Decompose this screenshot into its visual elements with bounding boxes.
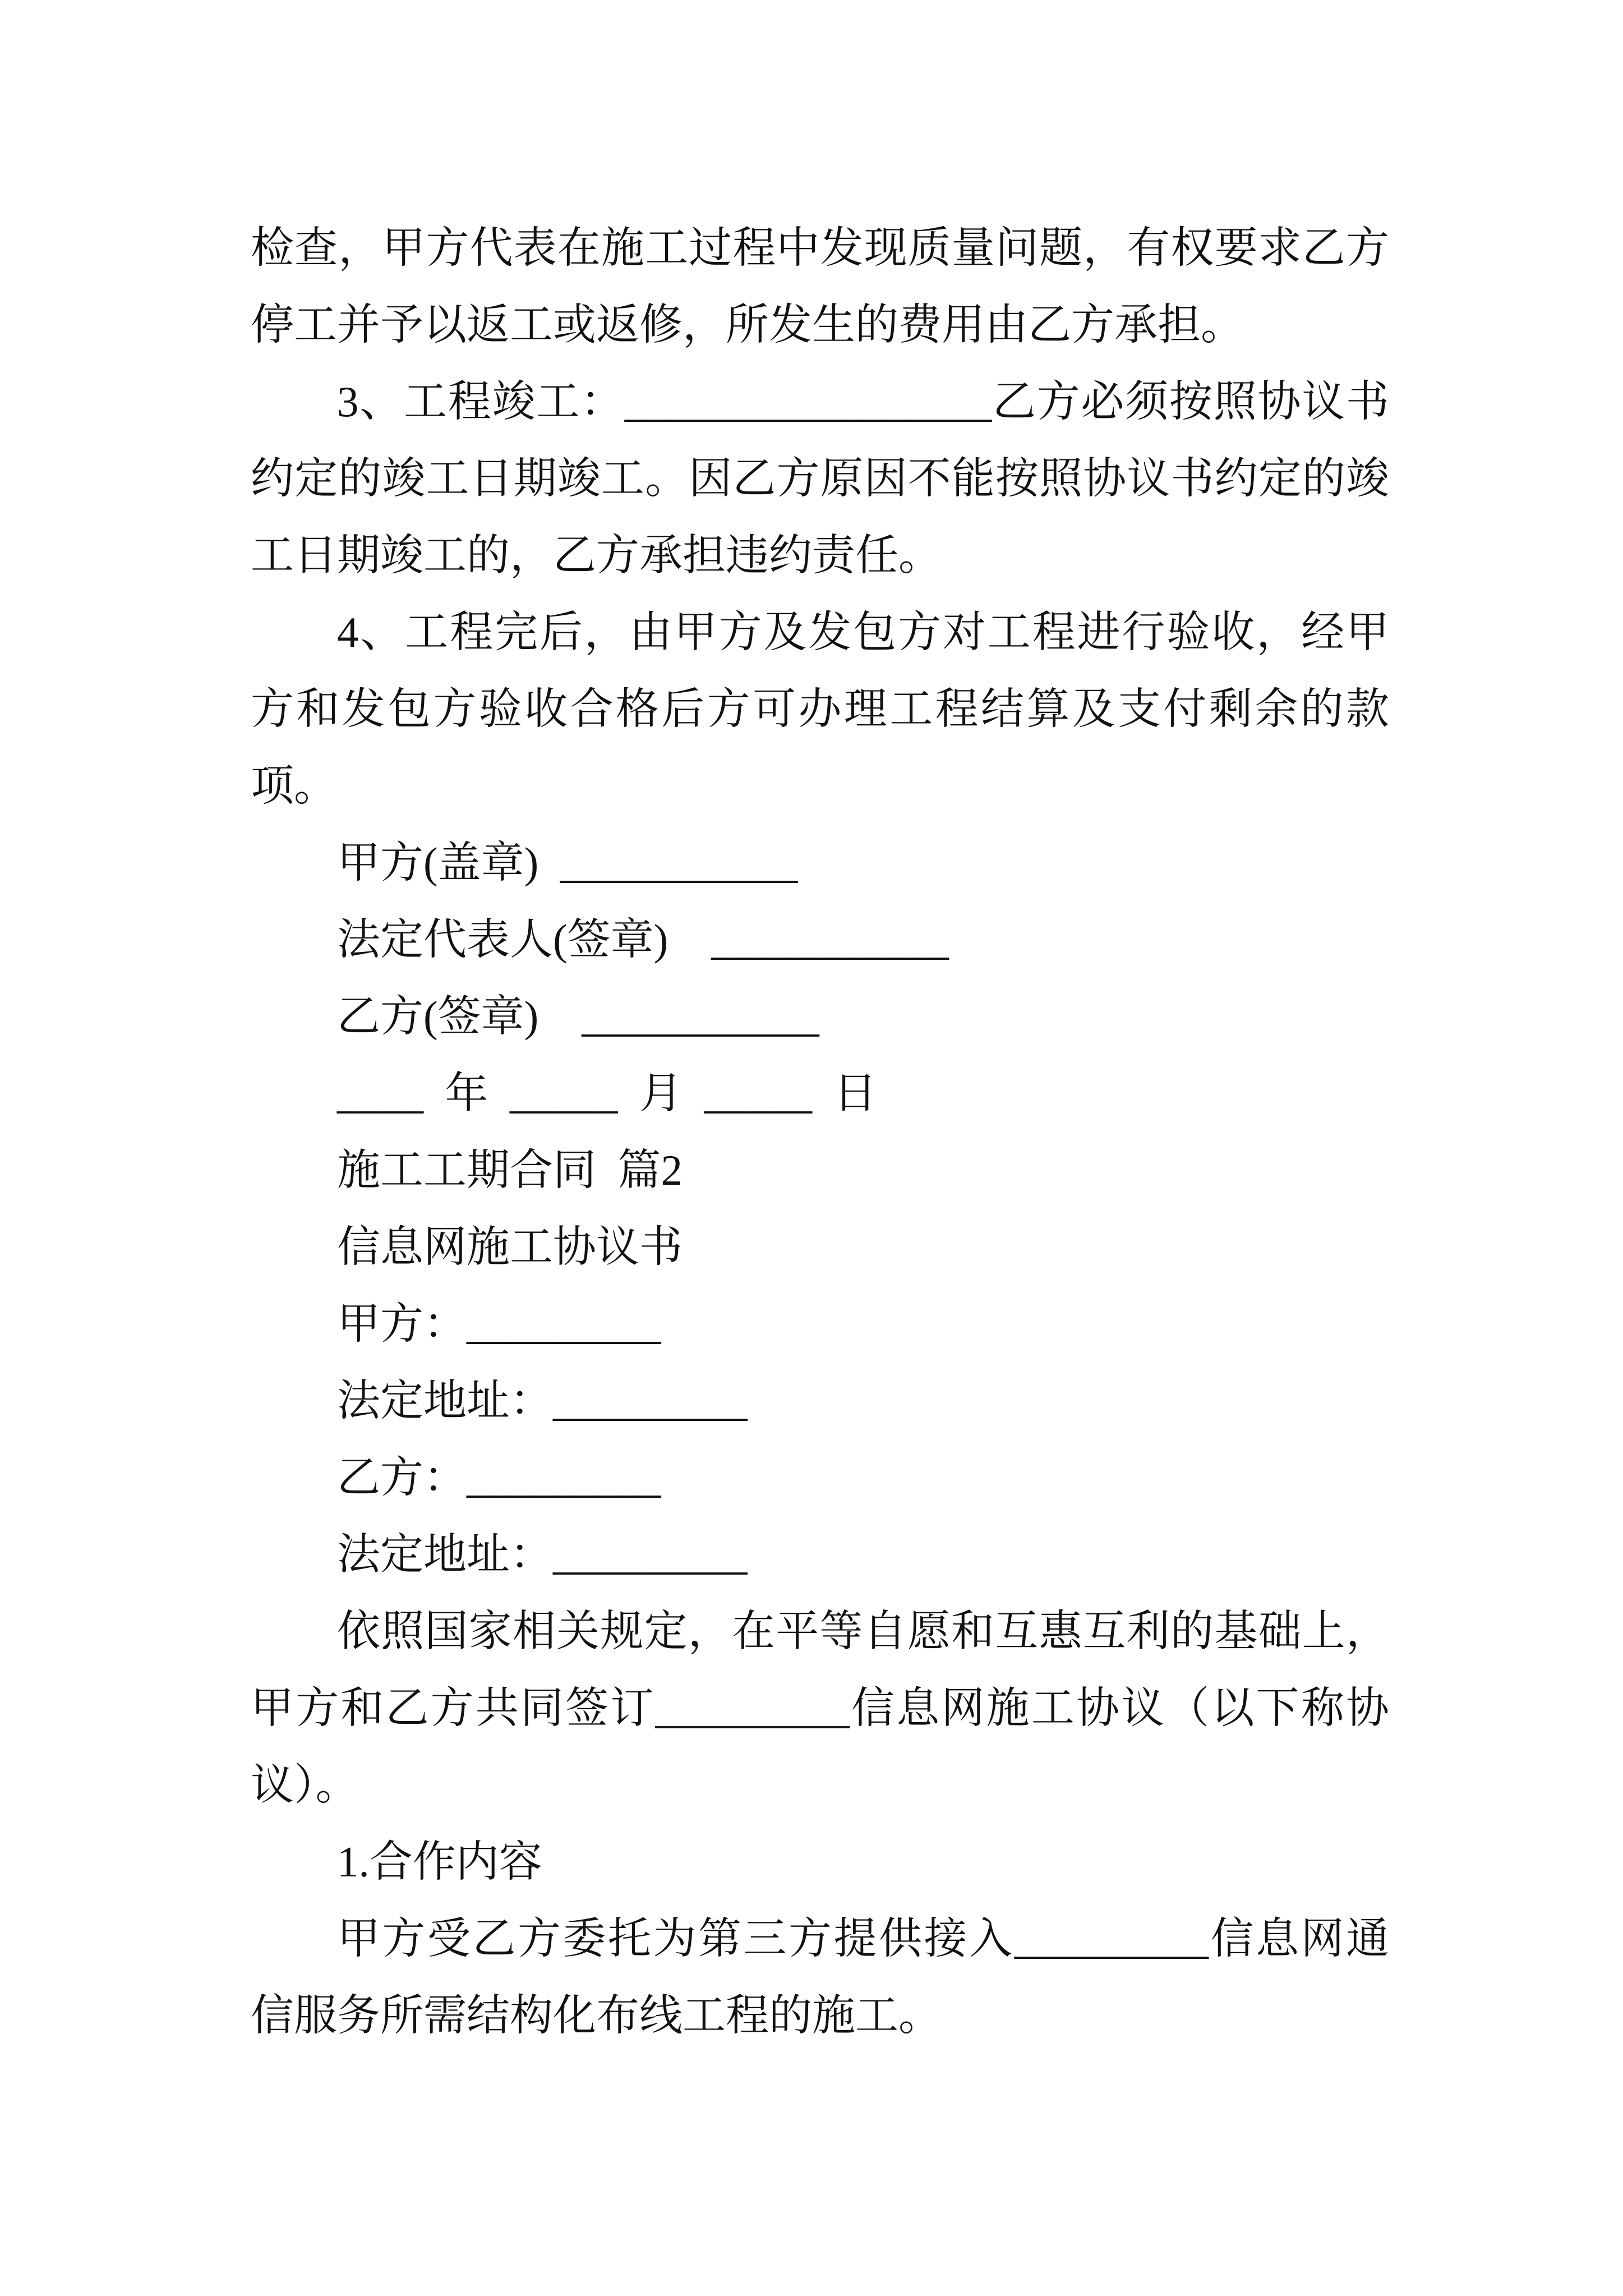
cooperation-heading: 1.合作内容 [337, 1838, 542, 1886]
party-a-seal-line: 甲方(盖章) ___________ [337, 839, 798, 887]
document-body [251, 210, 1389, 2054]
clause-3-line-3: 工日期竣工的，乙方承担违约责任。 [251, 531, 942, 579]
clause-3-completion [251, 364, 1389, 594]
clause-3-line-1: 3、工程竣工：_________________乙方必须按照协议书 [337, 378, 1389, 426]
clause-3-line-2: 约定的竣工日期竣工。因乙方原因不能按照协议书约定的竣 [251, 454, 1389, 503]
cooperation-line-1: 甲方受乙方委托为第三方提供接入_________信息网通 [337, 1915, 1389, 1963]
signing-date-line: ____ 年 _____ 月 _____ 日 [337, 1069, 877, 1117]
party-b-field: 乙方：_________ [337, 1453, 661, 1502]
signature-block [251, 825, 1389, 1132]
preamble-line-1: 依照国家相关规定，在平等自愿和互惠互利的基础上， [337, 1607, 1389, 1655]
clause-4-acceptance [251, 594, 1389, 825]
section-heading: 施工工期合同 篇2 [337, 1146, 683, 1194]
party-b-seal-line: 乙方(签章) ___________ [337, 992, 819, 1041]
clause-4-line-1: 4、工程完后，由甲方及发包方对工程进行验收，经甲 [337, 608, 1389, 656]
inspection-line-2: 停工并予以返工或返修，所发生的费用由乙方承担。 [251, 301, 1244, 349]
inspection-paragraph [251, 210, 1389, 364]
legal-representative-seal-line: 法定代表人(签章) ___________ [337, 915, 949, 964]
clause-4-line-3: 项。 [251, 762, 337, 810]
cooperation-section [251, 1824, 1389, 2054]
preamble-line-3: 议）。 [251, 1761, 359, 1809]
party-b-address-field: 法定地址：_________ [337, 1530, 748, 1579]
agreement-title: 信息网施工协议书 [337, 1223, 683, 1271]
preamble-line-2: 甲方和乙方共同签订_________信息网施工协议（以下称协 [251, 1684, 1389, 1732]
party-a-field: 甲方：_________ [337, 1300, 661, 1348]
contract-2-header [251, 1132, 1389, 1593]
clause-4-line-2: 方和发包方验收合格后方可办理工程结算及支付剩余的款 [251, 685, 1389, 733]
inspection-line-1: 检查，甲方代表在施工过程中发现质量问题，有权要求乙方 [251, 224, 1389, 272]
preamble-paragraph [251, 1593, 1389, 1824]
cooperation-line-2: 信服务所需结构化布线工程的施工。 [251, 1991, 942, 2040]
party-a-address-field: 法定地址：_________ [337, 1377, 748, 1425]
